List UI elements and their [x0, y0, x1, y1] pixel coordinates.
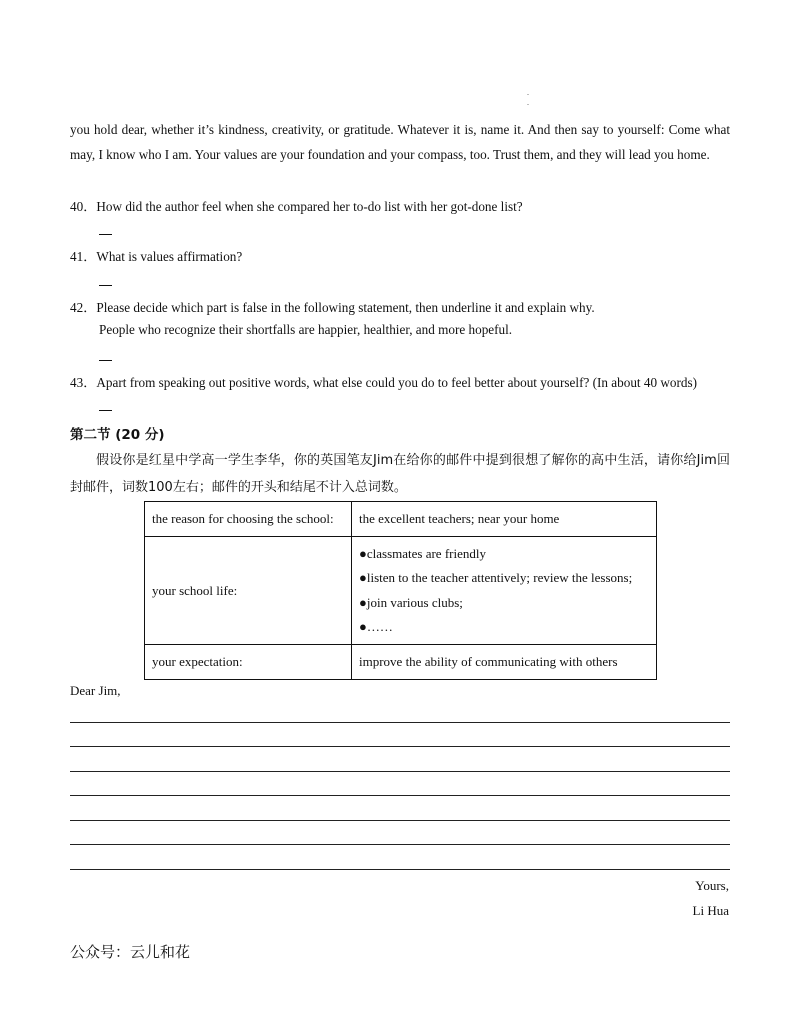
question-text: How did the author feel when she compared her to-do list with her got-done list?: [96, 199, 523, 214]
bullet-item: ●listen to the teacher attentively; review the lessons;: [359, 570, 633, 585]
bullet-item: ●classmates are friendly: [359, 545, 486, 561]
writing-line[interactable]: [70, 869, 730, 870]
question-number: 41．: [70, 249, 97, 264]
question-42: [70, 297, 595, 316]
passage-ending-paragraph: you hold dear, whether it’s kindness, creativity, or gratitude. Whatever it is, name it. And then say to yourself: Come what may, I know who I am. Your values are your foundation and your compass, too. Trust them, and they will lead you home.: [70, 122, 730, 162]
question-43: [70, 372, 697, 391]
table-row: [145, 537, 657, 645]
question-number: 43．: [70, 375, 97, 390]
question-40: [70, 196, 523, 215]
row-label-expectation: your expectation:: [145, 645, 352, 680]
writing-line[interactable]: [70, 820, 730, 821]
writing-prompt: 假设你是红星中学高一学生李华，你的英国笔友Jim在给你的邮件中提到很想了解你的高中生活，请你给Jim回封邮件，词数100左右；邮件的开头和结尾不计入总词数。: [70, 453, 730, 495]
question-text: What is values affirmation?: [96, 249, 243, 264]
writing-info-table: [144, 501, 657, 680]
answer-line-43[interactable]: [99, 410, 112, 411]
bullet-item: ●join various clubs;: [359, 594, 463, 610]
header-dots: . .: [527, 88, 529, 107]
letter-greeting: Dear Jim,: [70, 683, 121, 698]
question-text: Please decide which part is false in the following statement, then underline it and explain why.: [96, 300, 595, 315]
bullet-item: ●……: [359, 619, 393, 634]
writing-line[interactable]: [70, 795, 730, 796]
answer-line-42[interactable]: [99, 360, 112, 361]
question-text: Apart from speaking out positive words, what else could you do to feel better about yourself? (In about 40 words): [96, 375, 697, 390]
answer-line-40[interactable]: [99, 234, 112, 235]
row-value-reason: the excellent teachers; near your home: [352, 502, 657, 537]
question-number: 42．: [70, 300, 97, 315]
letter-signature: Li Hua: [692, 903, 729, 918]
row-value-expectation: improve the ability of communicating with others: [352, 645, 657, 680]
row-label-reason: the reason for choosing the school:: [145, 502, 352, 537]
row-value-school-life: [352, 537, 657, 645]
writing-line[interactable]: [70, 771, 730, 772]
writing-line[interactable]: [70, 722, 730, 723]
writing-line[interactable]: [70, 844, 730, 845]
table-row: [145, 502, 657, 537]
row-label-school-life: your school life:: [145, 537, 352, 645]
question-41: [70, 246, 242, 265]
question-42-statement: People who recognize their shortfalls are happier, healthier, and more hopeful.: [99, 322, 513, 337]
question-number: 40．: [70, 199, 97, 214]
section-2-title: 第二节 (20 分): [70, 427, 165, 443]
footer-watermark: 公众号：云儿和花: [70, 943, 191, 961]
answer-line-41[interactable]: [99, 285, 112, 286]
writing-line[interactable]: [70, 746, 730, 747]
table-row: [145, 645, 657, 680]
letter-closing: Yours,: [695, 878, 729, 893]
